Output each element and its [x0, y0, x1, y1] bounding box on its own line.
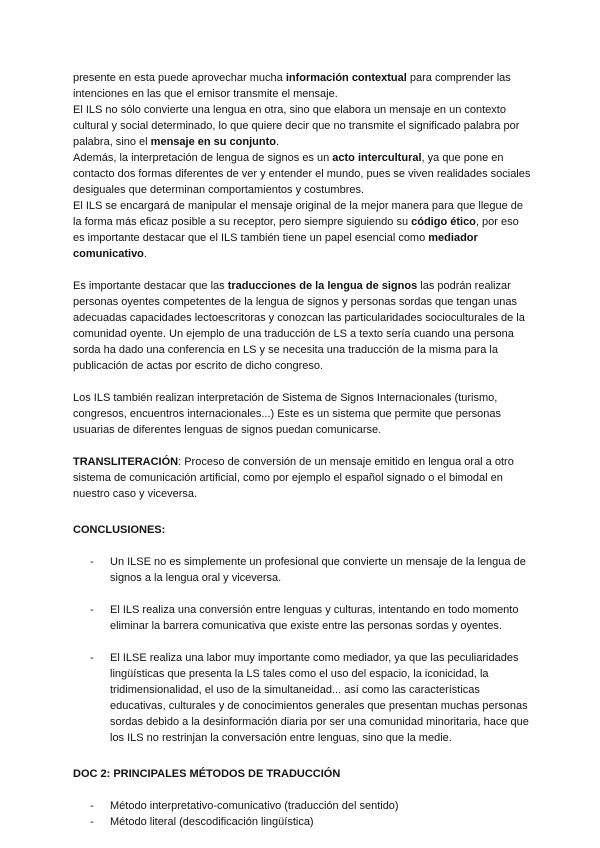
- conclusions-list: [73, 554, 531, 746]
- list-item-text: Un ILSE no es simplemente un profesional que convierte un mensaje de la lengua de signos a la lengua oral y viceversa.: [110, 556, 526, 584]
- list-item: [73, 554, 531, 586]
- paragraph-translations: [73, 278, 531, 374]
- list-item: [73, 798, 531, 814]
- bullet-dash: -: [90, 816, 94, 828]
- bold-term: información contextual: [285, 72, 407, 84]
- paragraph-context: [73, 70, 531, 102]
- text: , por eso es importante destacar que el ILS también tiene un papel esencial como: [73, 216, 519, 244]
- text: Es importante destacar que las: [73, 280, 228, 292]
- bullet-dash: -: [90, 800, 94, 812]
- paragraph-ethics: [73, 198, 531, 262]
- bold-term: traducciones de la lengua de signos: [227, 280, 418, 292]
- list-item-text: El ILSE realiza una labor muy importante como mediador, ya que las peculiaridades lingüísticas que presenta la LS tales como el uso del espacio, la iconicidad, la tridimensionalidad, el uso de la simultaneidad... así como las características educativas, culturales y de conocimientos generales que presentan muchas personas sordas debido a la desinformación diaria por ser una comunidad minoritaria, hace que los ILS no restrinjan la conversación entre lenguas, sino que la medie.: [110, 652, 529, 744]
- bullet-dash: -: [90, 652, 94, 664]
- text: para comprender las intenciones en las que el emisor transmite el mensaje.: [73, 72, 511, 100]
- text: Los ILS también realizan interpretación de Sistema de Signos Internacionales (turismo, congresos, encuentros internacionales...) Este es un sistema que permite que personas usuarias de diferentes lenguas de signos puedan comunicarse.: [73, 392, 502, 436]
- text: El ILS se encargará de manipular el mensaje original de la mejor manera para que llegue de la forma más eficaz posible a su receptor, pero siempre siguiendo su: [73, 200, 524, 228]
- paragraph-message: [73, 102, 531, 150]
- bold-term: acto intercultural: [332, 152, 422, 164]
- text: presente en esta puede aprovechar mucha: [73, 72, 286, 84]
- list-item-text: Método interpretativo-comunicativo (traducción del sentido): [110, 800, 399, 812]
- doc2-heading: DOC 2: PRINCIPALES MÉTODOS DE TRADUCCIÓN: [73, 768, 341, 780]
- bullet-dash: -: [90, 556, 94, 568]
- paragraph-intercultural: [73, 150, 531, 198]
- list-item: [73, 814, 531, 830]
- text: El ILS no sólo convierte una lengua en otra, sino que elabora un mensaje en un contexto cultural y social determinado, lo que quiere decir que no transmite el significado palabra por palabra, sino el: [73, 104, 520, 148]
- bold-term: mediador comunicativo: [73, 232, 478, 260]
- paragraph-transliteration: [73, 454, 531, 502]
- text: las podrán realizar personas oyentes competentes de la lengua de signos y personas sordas que tengan unas adecuadas capacidades lectoescritoras y conozcan las particularidades socioculturales de la comunidad oyente. Un ejemplo de una traducción de LS a texto sería cuando una persona sorda ha dado una conferencia en LS y se necesita una traducción de la misma para la publicación de actas por escrito de dicho congreso.: [73, 280, 525, 372]
- bold-term: código ético: [411, 216, 476, 228]
- bold-term: mensaje en su conjunto: [150, 136, 276, 148]
- text: , ya que pone en contacto dos formas diferentes de ver y entender el mundo, pues se viven realidades sociales desiguales que determinan comportamientos y costumbres.: [73, 152, 531, 196]
- conclusions-heading: CONCLUSIONES:: [73, 524, 166, 536]
- methods-list: [73, 798, 531, 830]
- list-item-text: El ILS realiza una conversión entre lenguas y culturas, intentando en todo momento eliminar la barrera comunicativa que existe entre las personas sordas y oyentes.: [110, 604, 519, 632]
- bold-term: TRANSLITERACIÓN: [73, 456, 179, 468]
- text: Además, la interpretación de lengua de signos es un: [73, 152, 333, 164]
- bullet-dash: -: [90, 604, 94, 616]
- list-item-text: Método literal (descodificación lingüística): [110, 816, 314, 828]
- paragraph-international-signs: [73, 390, 531, 438]
- text: .: [275, 136, 280, 148]
- document-body: [73, 70, 531, 830]
- text: : Proceso de conversión de un mensaje emitido en lengua oral a otro sistema de comunicación artificial, como por ejemplo el español signado o el bimodal en nuestro caso y viceversa.: [73, 456, 514, 500]
- list-item: [73, 602, 531, 634]
- list-item: [73, 650, 531, 746]
- text: .: [143, 248, 147, 260]
